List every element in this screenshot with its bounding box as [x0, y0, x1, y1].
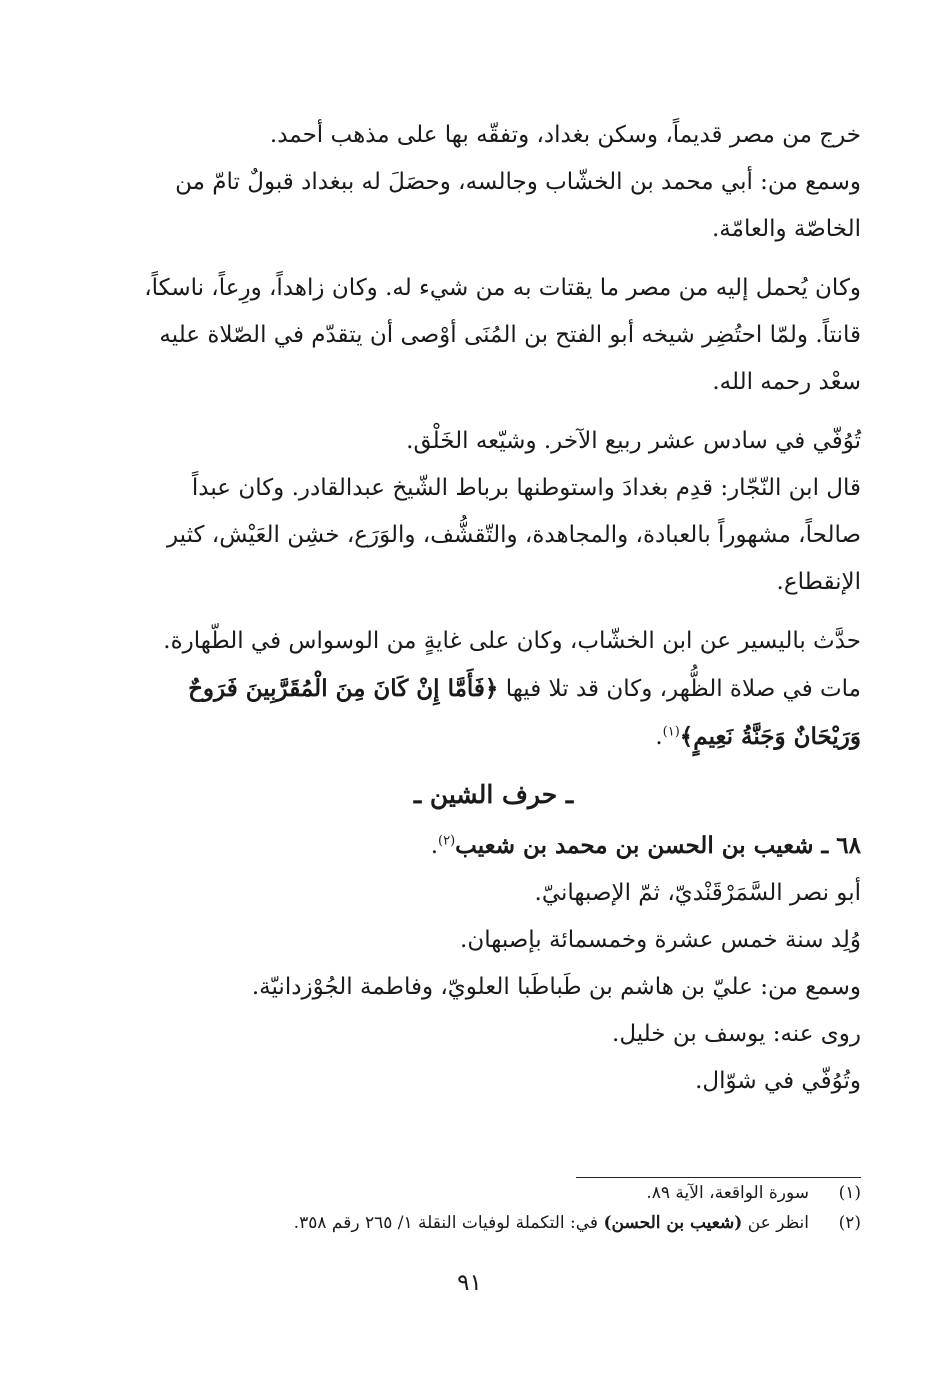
text-line: حدَّث باليسير عن ابن الخشّاب، وكان على غايةٍ من الوسواس في الطّهارة. [163, 628, 861, 654]
entry-line: أبو نصر السَّمَرْقَنْديّ، ثمّ الإصبهانيّ. [534, 880, 861, 906]
paragraph-1 [126, 112, 861, 253]
entry-line: وُلِد سنة خمس عشرة وخمسمائة بإصبهان. [460, 927, 861, 953]
biography-entry [126, 822, 861, 1105]
section-heading: ـ حرف الشين ـ [413, 780, 574, 809]
entry-line: وسمع من: عليّ بن هاشم بن طَباطَبا العلويّ، وفاطمة الجُوْزدانيّة. [251, 974, 861, 1000]
footnote-1 [126, 1178, 861, 1208]
text-line: خرج من مصر قديماً، وسكن بغداد، وتفقّه بها على مذهب أحمد. [269, 122, 861, 148]
death-lead: مات في صلاة الظُّهر، وكان قد تلا فيها [505, 676, 861, 702]
entry-title: ٦٨ ـ شعيب بن الحسن بن محمد بن شعيب [455, 832, 861, 859]
footnote-ref-2[interactable]: (٢) [438, 833, 456, 849]
footnote-number: (٢) [838, 1213, 861, 1233]
body-text [126, 112, 861, 1105]
text-line: قال ابن النّجّار: قدِم بغدادَ واستوطنها برباط الشّيخ عبدالقادر. وكان عبداً صالحاً، مشهوراً بالعبادة، والمجاهدة، والتّقشُّف، والوَرَع، خشِن العَيْش، كثير الإنقطاع. [166, 475, 861, 595]
footnote-bold-name: (شعيب بن الحسن) [603, 1213, 743, 1233]
footnote-ref-1[interactable]: (١) [662, 724, 680, 740]
quran-verse: ﴿فَأَمَّا إِنْ كَانَ مِنَ الْمُقَرَّبِينَ فَرَوحٌ وَرَيْحَانٌ وَجَنَّةُ نَعِيمٍ﴾ [188, 675, 861, 750]
text-line: وكان يُحمل إليه من مصر ما يقتات به من شيء له. وكان زاهداً، ورِعاً، ناسكاً، قانتاً. ولمّا احتُضِر شيخه أبو الفتح بن المُنَى أوْصى أن يتقدّم في الصّلاة عليه سعْد رحمه الله. [144, 275, 861, 395]
paragraph-death [126, 665, 861, 761]
footnote-2 [126, 1208, 861, 1238]
footnote-text: في: التكملة لوفيات النقلة ١/ ٢٦٥ رقم ٣٥٨. [293, 1213, 599, 1233]
paragraph-4 [126, 618, 861, 665]
footnote-number: (١) [838, 1183, 861, 1203]
footnotes [126, 1178, 861, 1238]
page-number: ٩١ [457, 1270, 482, 1296]
footnote-text: انظر عن [747, 1213, 809, 1233]
entry-title-end: . [430, 833, 439, 859]
text-line: تُوُفّي في سادس عشر ربيع الآخر. وشيّعه الخَلْق. [406, 428, 861, 454]
entry-line: وتُوُفّي في شوّال. [695, 1068, 861, 1094]
text-line: وسمع من: أبي محمد بن الخشّاب وجالسه، وحصَلَ له ببغداد قبولٌ تامّ من الخاصّة والعامّة. [175, 169, 861, 242]
entry-line: روى عنه: يوسف بن خليل. [612, 1021, 861, 1047]
death-end: . [655, 724, 663, 750]
footnote-text: سورة الواقعة، الآية ٨٩. [646, 1183, 809, 1203]
paragraph-3 [126, 418, 861, 606]
paragraph-2 [126, 265, 861, 406]
